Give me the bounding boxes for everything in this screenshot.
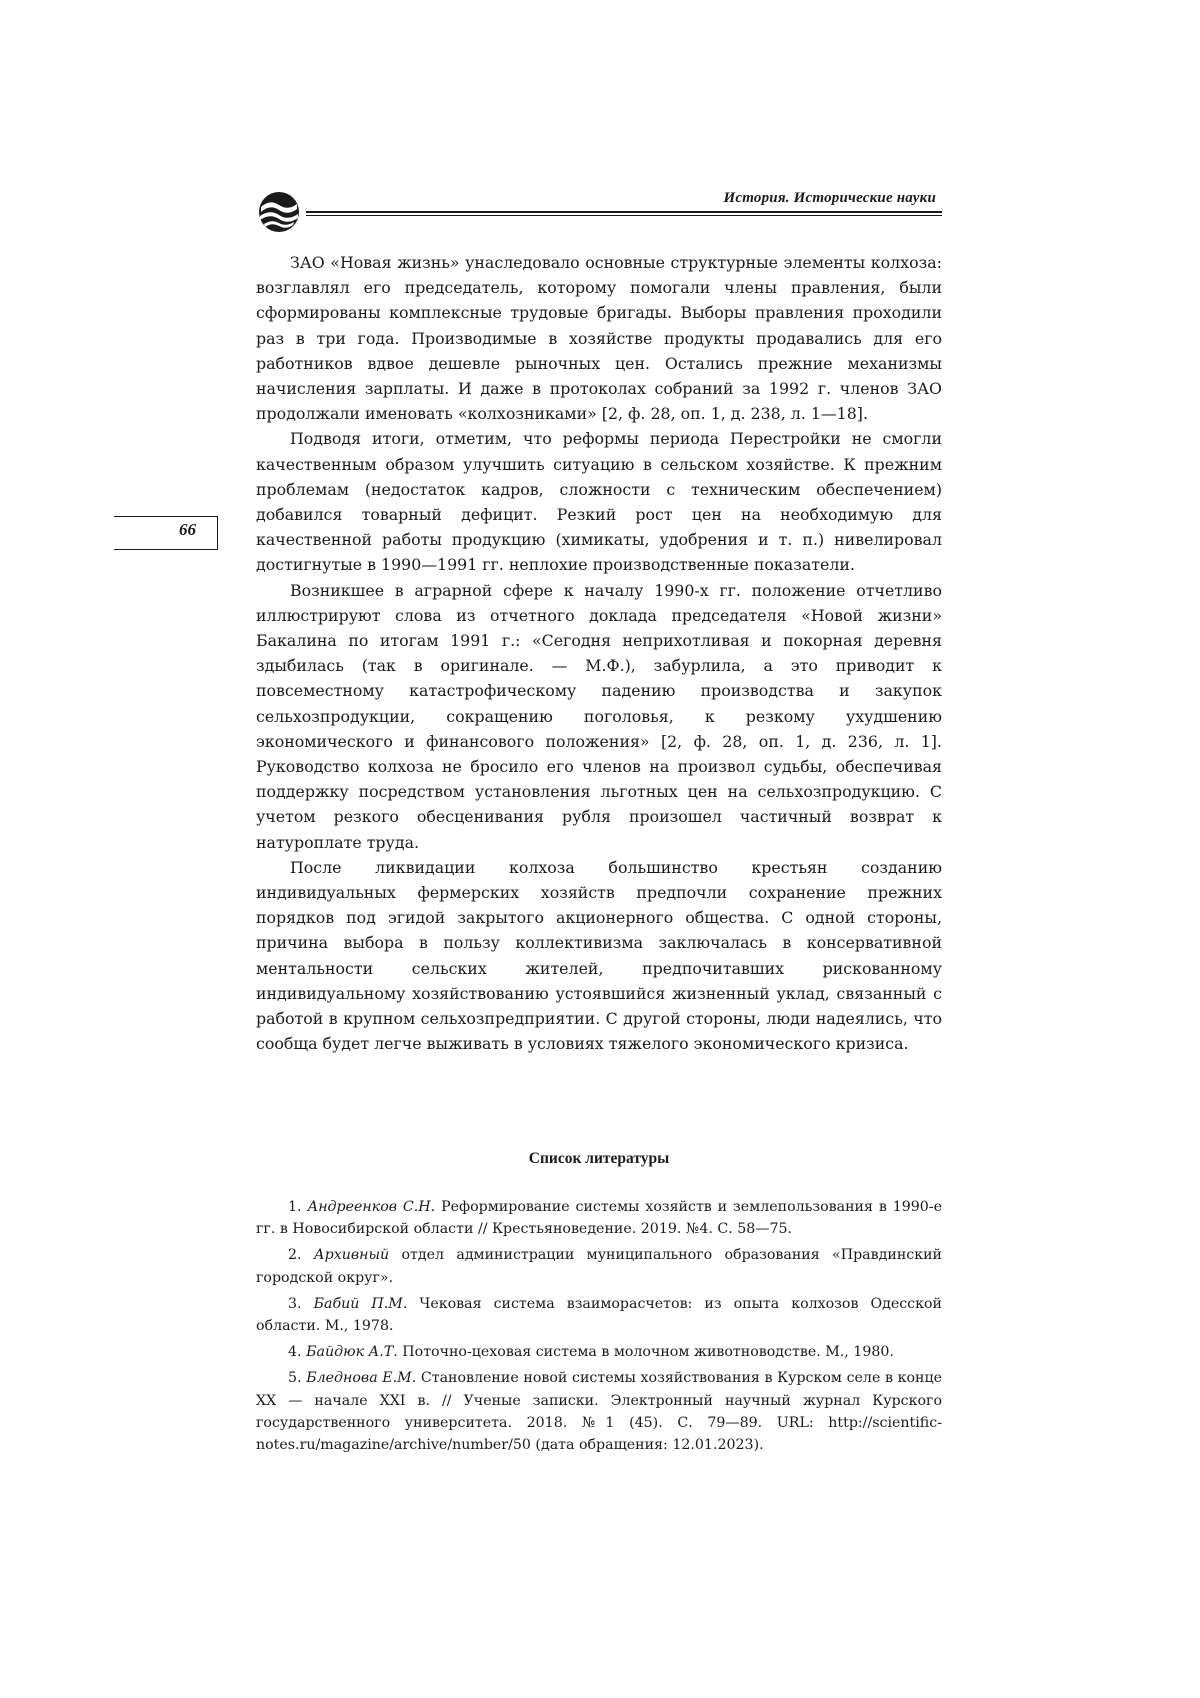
page-number-rule-top bbox=[114, 516, 218, 517]
references-section bbox=[256, 1150, 942, 1460]
reference-author: Архивный bbox=[313, 1247, 390, 1264]
journal-wave-logo-icon bbox=[256, 190, 302, 234]
reference-text: Поточно-цеховая система в молочном животноводстве. М., 1980. bbox=[402, 1344, 894, 1361]
reference-author: Байдюк А.Т. bbox=[306, 1344, 398, 1361]
reference-number: 1. bbox=[288, 1199, 302, 1215]
page-number-rule-right bbox=[217, 516, 218, 550]
header-rule-thick bbox=[306, 211, 942, 213]
references-title: Список литературы bbox=[528, 1150, 670, 1167]
paragraph: После ликвидации колхоза большинство крестьян созданию индивидуальных фермерских хозяйств предпочли сохранение прежних порядков под эгидой закрытого акционерного общества. С одной стороны, причина выбора в пользу коллективизма заключалась в консервативной ментальности сельских жителей, предпочитавших рискованному индивидуальному хозяйствованию устоявшийся жизненный уклад, связанный с работой в крупном сельхозпредприятии. С другой стороны, люди надеялись, что сообща будет легче выживать в условиях тяжелого экономического кризиса. bbox=[256, 857, 942, 1054]
header-rule-thin bbox=[306, 215, 942, 216]
references-list bbox=[256, 1196, 942, 1456]
running-header bbox=[256, 186, 942, 236]
reference-text: Чековая система взаиморасчетов: из опыта колхозов Одесской области. М., 1978. bbox=[256, 1295, 942, 1335]
page-number-box bbox=[114, 516, 218, 550]
reference-item bbox=[256, 1367, 942, 1456]
reference-text: Реформирование системы хозяйств и землепользования в 1990-е гг. в Новосибирской области // Крестьяноведение. 2019. №4. С. 58—75. bbox=[256, 1199, 942, 1238]
body-text bbox=[256, 250, 942, 1057]
reference-text: отдел администрации муниципального образования «Правдинский городской округ». bbox=[256, 1247, 942, 1286]
reference-number: 4. bbox=[288, 1344, 302, 1361]
reference-author: Бабий П.М. bbox=[313, 1295, 408, 1312]
paragraph: Подводя итоги, отметим, что реформы периода Перестройки не смогли качественным образом улучшить ситуацию в сельском хозяйстве. К прежним проблемам (недостаток кадров, сложности с техническим обеспечением) добавился товарный дефицит. Резкий рост цен на необходимую для качественной работы продукцию (химикаты, удобрения и т. п.) нивелировал достигнутые в 1990—1991 гг. неплохие производственные показатели. bbox=[256, 429, 942, 575]
reference-number: 5. bbox=[288, 1370, 302, 1387]
reference-item bbox=[256, 1244, 942, 1288]
reference-number: 2. bbox=[288, 1247, 302, 1264]
paragraph: Возникшее в аграрной сфере к началу 1990-х гг. положение отчетливо иллюстрируют слова из отчетного доклада председателя «Новой жизни» Бакалина по итогам 1991 г.: «Сегодня неприхотливая и покорная деревня здыбилась (так в оригинале. — М.Ф.), забурлила, а это приводит к повсеместному катастрофическому падению производства и закупок сельхозпродукции, сокращению поголовья, к резкому ухудшению экономического и финансового положения» [2, ф. 28, оп. 1, д. 236, л. 1]. Руководство колхоза не бросило его членов на произвол судьбы, обеспечивая поддержку посредством установления льготных цен на сельхозпродукцию. С учетом резкого обесценивания рубля произошел частичный возврат к натуроплате труда. bbox=[256, 580, 942, 852]
reference-item bbox=[256, 1293, 942, 1337]
reference-author: Андреенков С.Н. bbox=[307, 1199, 436, 1215]
reference-text: Становление новой системы хозяйствования в Курском селе в конце XX — начале XXI в. // Ученые записки. Электронный научный журнал Курского государственного университета. 2018. №1 (45). С. 79—89. URL: http://scientific-notes.ru/magazine/archive/number/50 (дата обращения: 12.01.2023). bbox=[256, 1370, 943, 1454]
page-number: 66 bbox=[179, 520, 196, 539]
paragraph: ЗАО «Новая жизнь» унаследовало основные структурные элементы колхоза: возглавлял его председатель, которому помогали члены правления, были сформированы комплексные трудовые бригады. Выборы правления проходили раз в три года. Производимые в хозяйстве продукты продавались для его работников вдвое дешевле рыночных цен. Остались прежние механизмы начисления зарплаты. И даже в протоколах собраний за 1992 г. членов ЗАО продолжали именовать «колхозниками» [2, ф. 28, оп. 1, д. 238, л. 1—18]. bbox=[256, 253, 942, 424]
reference-item bbox=[256, 1196, 942, 1240]
reference-number: 3. bbox=[288, 1295, 302, 1312]
reference-item bbox=[256, 1341, 942, 1363]
page-number-rule-bottom bbox=[114, 549, 218, 550]
reference-author: Бледнова Е.М. bbox=[306, 1370, 417, 1387]
journal-section-title: История. Исторические науки bbox=[723, 190, 936, 206]
